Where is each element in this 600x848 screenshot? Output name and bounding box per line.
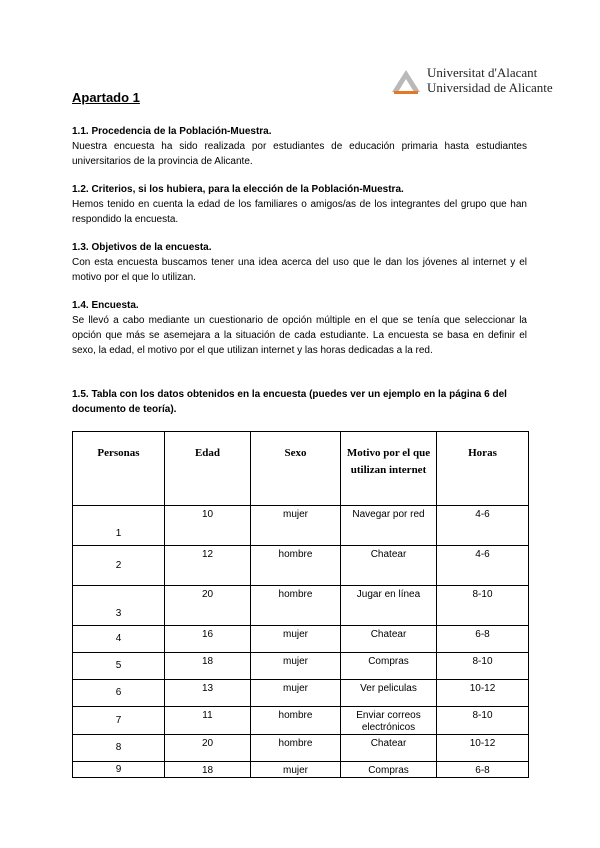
table-cell: 10 xyxy=(165,506,251,546)
table-cell: 18 xyxy=(165,653,251,680)
column-header-motivo: Motivo por el que utilizan internet xyxy=(341,432,437,506)
table-cell: 8-10 xyxy=(437,586,529,626)
table-row xyxy=(73,626,529,653)
table-cell: mujer xyxy=(251,506,341,546)
table-cell: mujer xyxy=(251,762,341,778)
table-row xyxy=(73,506,529,546)
table-row xyxy=(73,586,529,626)
table-cell: 2 xyxy=(73,546,165,586)
table-cell: 6-8 xyxy=(437,762,529,778)
table-cell: 3 xyxy=(73,586,165,626)
table-cell: 10-12 xyxy=(437,735,529,762)
table-cell: Chatear xyxy=(341,626,437,653)
section-1-1 xyxy=(72,124,527,169)
section-1-4 xyxy=(72,298,527,358)
table-row xyxy=(73,546,529,586)
table-header-row xyxy=(73,432,529,506)
table-row xyxy=(73,735,529,762)
table-cell: 7 xyxy=(73,707,165,735)
table-cell: Chatear xyxy=(341,546,437,586)
table-cell: Ver peliculas xyxy=(341,680,437,707)
section-1-5 xyxy=(72,387,527,417)
section-text: Nuestra encuesta ha sido realizada por estudiantes de educación primaria hasta estudiantes universitarios de la provincia de Alicante. xyxy=(72,141,527,167)
section-title: 1.3. Objetivos de la encuesta. xyxy=(72,242,212,253)
section-title: 1.4. Encuesta. xyxy=(72,300,139,311)
table-cell: hombre xyxy=(251,546,341,586)
column-header-personas: Personas xyxy=(73,432,165,506)
column-header-edad: Edad xyxy=(165,432,251,506)
section-text: Se llevó a cabo mediante un cuestionario de opción múltiple en el que se tenía que seleccionar la opción que más se asemejara a la situación de cada estudiante. La encuesta se basa en definir el sexo, la edad, el motivo por el que utilizan internet y las horas dedicadas a la red. xyxy=(72,315,527,356)
section-1-3 xyxy=(72,240,527,285)
table-cell: 6 xyxy=(73,680,165,707)
table-cell: mujer xyxy=(251,626,341,653)
table-row xyxy=(73,680,529,707)
university-logo xyxy=(390,64,565,98)
table-cell: hombre xyxy=(251,735,341,762)
table-cell: 8 xyxy=(73,735,165,762)
table-cell: Chatear xyxy=(341,735,437,762)
table-cell: Navegar por red xyxy=(341,506,437,546)
table-cell: 1 xyxy=(73,506,165,546)
table-cell: 11 xyxy=(165,707,251,735)
table-cell: 4-6 xyxy=(437,506,529,546)
table-cell: 8-10 xyxy=(437,653,529,680)
logo-line-2: Universidad de Alicante xyxy=(427,80,553,95)
table-cell: 16 xyxy=(165,626,251,653)
logo-line-1: Universitat d'Alacant xyxy=(427,65,538,80)
table-cell: 10-12 xyxy=(437,680,529,707)
survey-table xyxy=(72,431,529,778)
section-title: 1.2. Criterios, si los hubiera, para la elección de la Población-Muestra. xyxy=(72,184,404,195)
table-row xyxy=(73,707,529,735)
table-cell: mujer xyxy=(251,680,341,707)
table-cell: Jugar en línea xyxy=(341,586,437,626)
table-cell: 13 xyxy=(165,680,251,707)
table-cell: mujer xyxy=(251,653,341,680)
section-text: Con esta encuesta buscamos tener una idea acerca del uso que le dan los jóvenes al internet y el motivo por el que lo utilizan. xyxy=(72,257,527,283)
table-cell: Compras xyxy=(341,653,437,680)
section-title: 1.5. Tabla con los datos obtenidos en la encuesta (puedes ver un ejemplo en la página 6 del documento de teoría). xyxy=(72,389,507,415)
column-header-horas: Horas xyxy=(437,432,529,506)
table-row xyxy=(73,762,529,778)
table-cell: 4 xyxy=(73,626,165,653)
page-heading: Apartado 1 xyxy=(72,90,140,105)
column-header-sexo: Sexo xyxy=(251,432,341,506)
table-cell: 18 xyxy=(165,762,251,778)
table-cell: 20 xyxy=(165,735,251,762)
table-row xyxy=(73,653,529,680)
table-cell: hombre xyxy=(251,707,341,735)
table-cell: 9 xyxy=(73,762,165,778)
section-title: 1.1. Procedencia de la Población-Muestra. xyxy=(72,126,272,137)
table-cell: hombre xyxy=(251,586,341,626)
table-cell: 5 xyxy=(73,653,165,680)
table-cell: 4-6 xyxy=(437,546,529,586)
table-cell: 20 xyxy=(165,586,251,626)
table-cell: Compras xyxy=(341,762,437,778)
table-cell: 6-8 xyxy=(437,626,529,653)
university-emblem-icon xyxy=(390,64,422,96)
section-1-2 xyxy=(72,182,527,227)
table-cell: Enviar correos electrónicos xyxy=(341,707,437,735)
table-cell: 8-10 xyxy=(437,707,529,735)
section-text: Hemos tenido en cuenta la edad de los familiares o amigos/as de los integrantes del grupo que han respondido la encuesta. xyxy=(72,199,527,225)
table-cell: 12 xyxy=(165,546,251,586)
